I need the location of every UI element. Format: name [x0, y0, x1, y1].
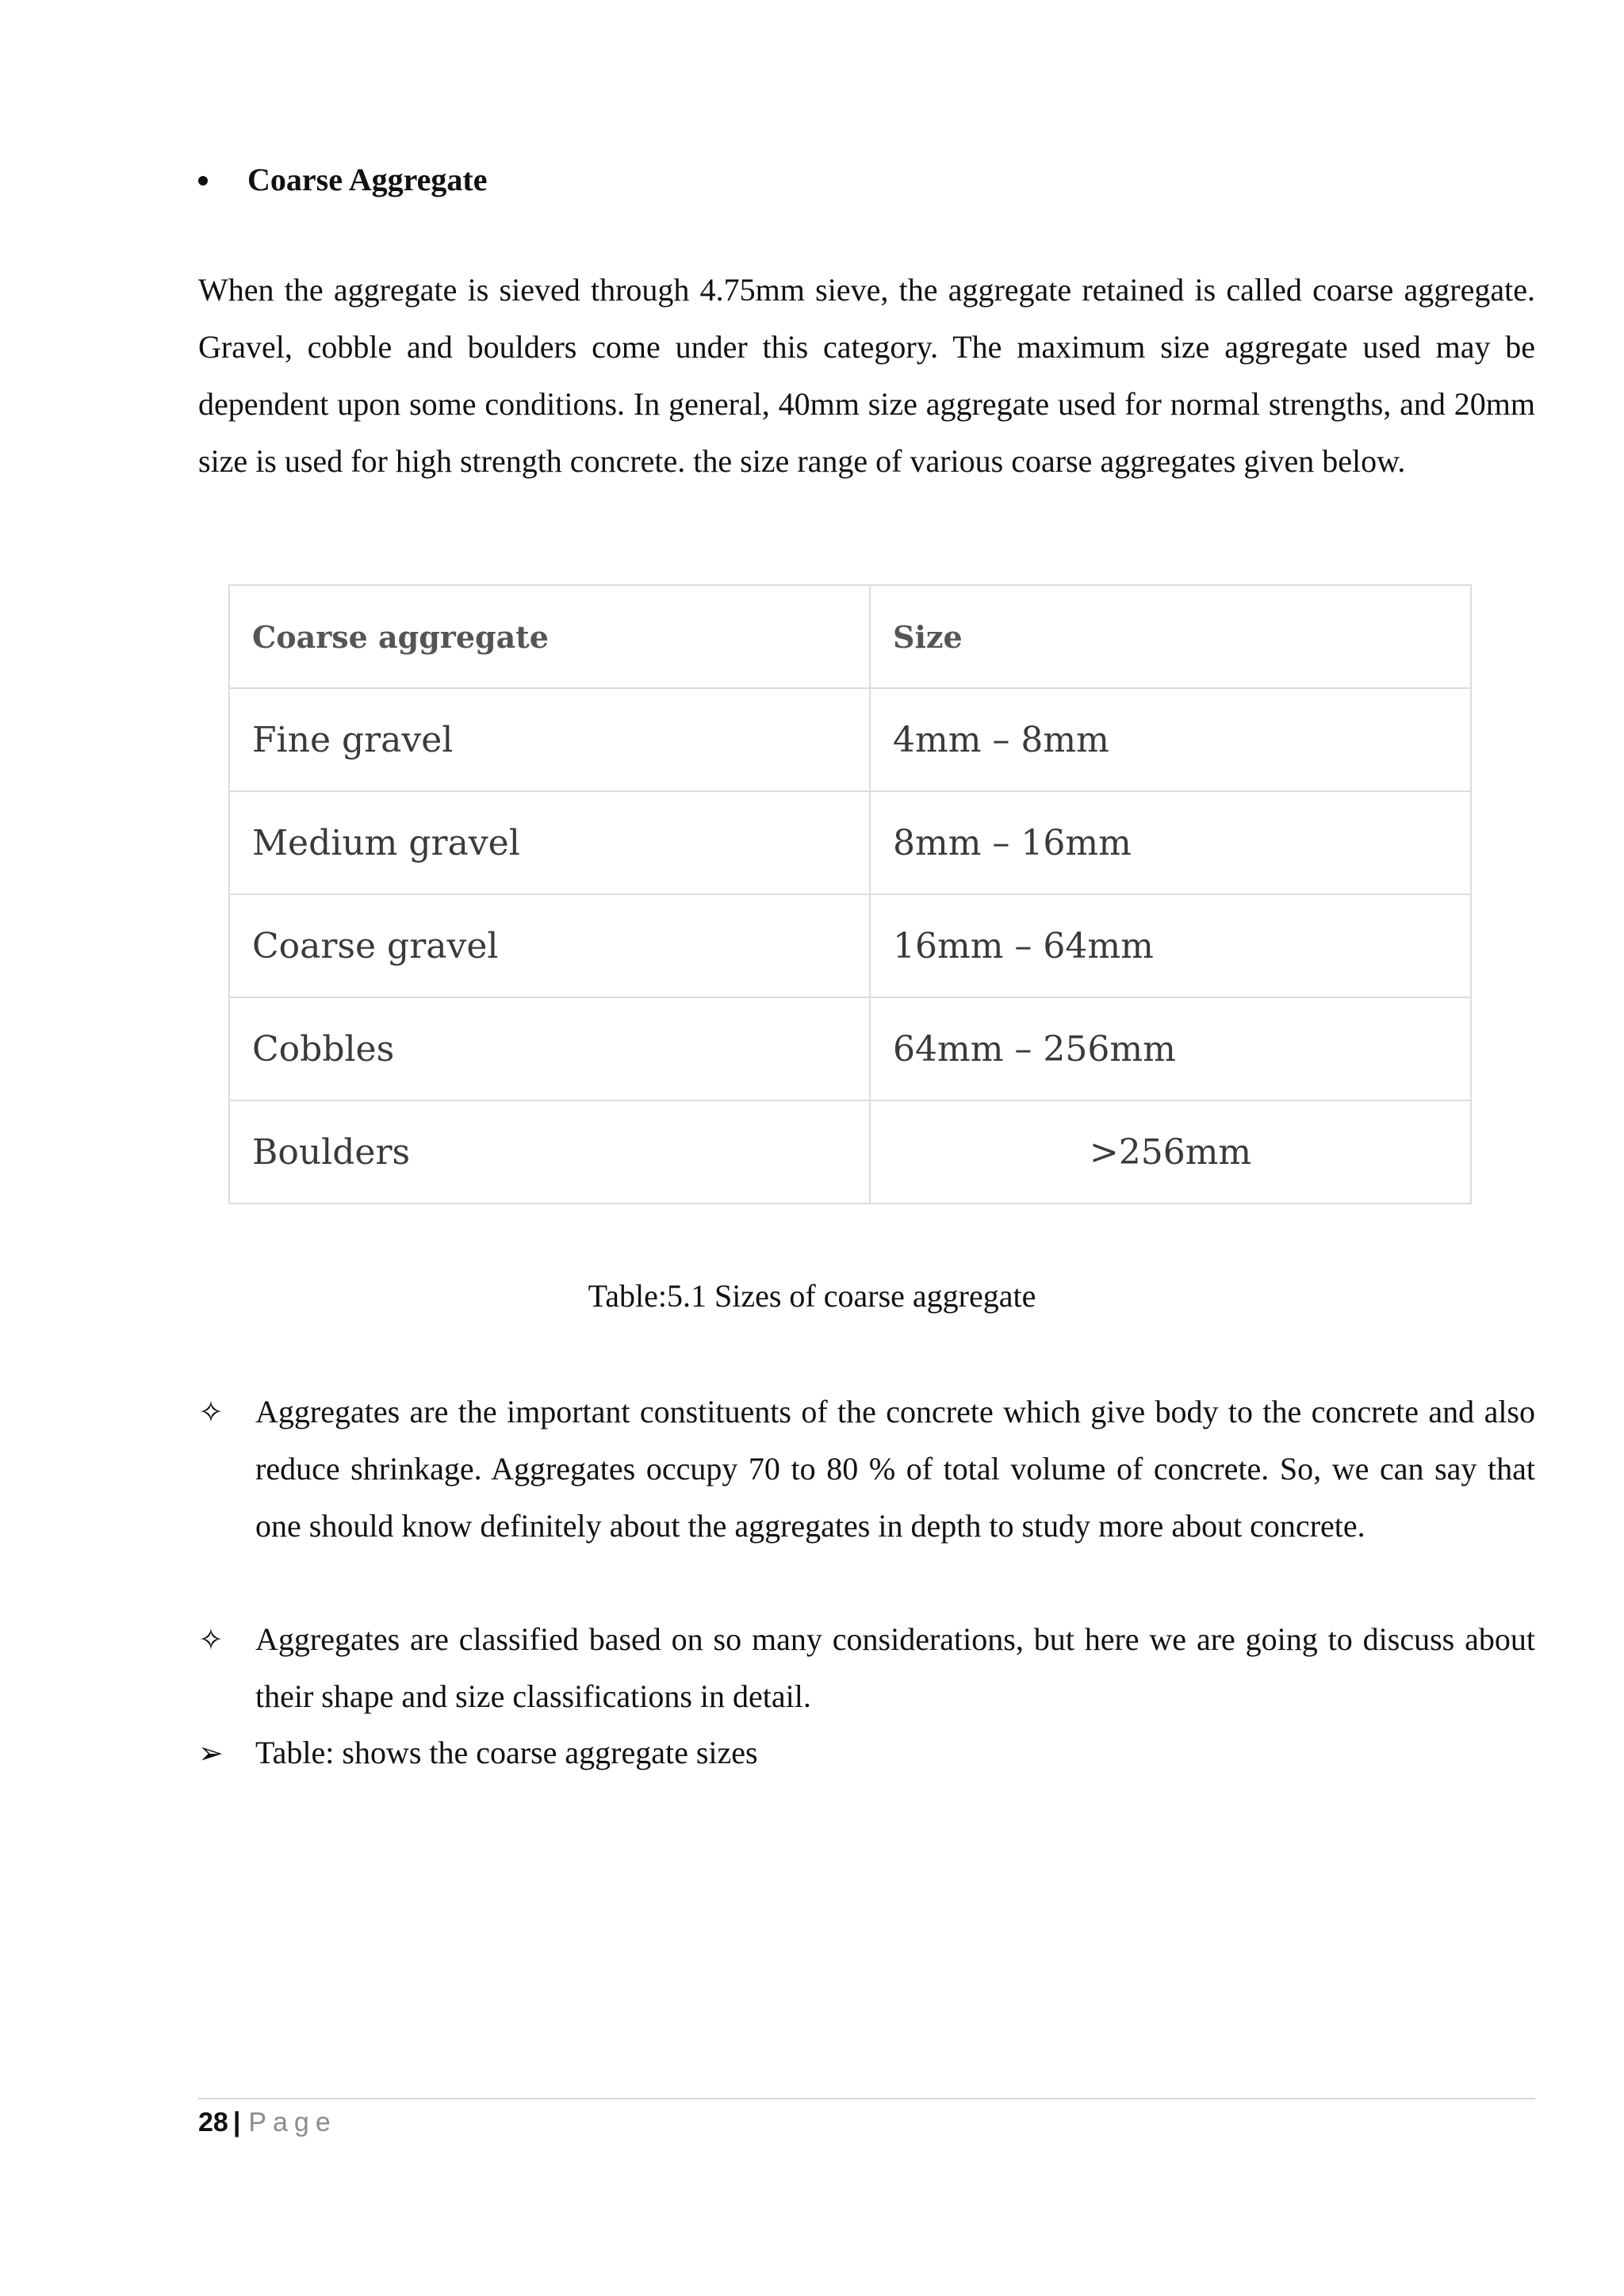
- table-cell-size: 16mm – 64mm: [870, 894, 1471, 997]
- table-row: [229, 997, 1471, 1100]
- arrow-bullet-icon: ➢: [198, 1735, 224, 1770]
- table-cell-aggregate: Cobbles: [229, 997, 870, 1100]
- bullet-text: Aggregates are the important constituents of the concrete which give body to the concrete and also reduce shrinkage. Aggregates occupy 70 to 80 % of total volume of concrete. So, we can say that one should know definitely about the aggregates in depth to study more about concrete.: [255, 1394, 1535, 1544]
- table-cell-aggregate: Medium gravel: [229, 791, 870, 894]
- page-number: 28: [198, 2107, 228, 2137]
- footer-separator: |: [232, 2107, 241, 2137]
- bullet-text: Table: shows the coarse aggregate sizes: [255, 1735, 758, 1770]
- footer-divider: [198, 2098, 1535, 2099]
- column-header-size: Size: [870, 585, 1471, 688]
- bullet-item: [198, 1611, 1535, 1725]
- bullet-item: [198, 1383, 1535, 1555]
- star-bullet-icon: ✧: [198, 1395, 224, 1429]
- table-row: [229, 1100, 1471, 1203]
- intro-paragraph: When the aggregate is sieved through 4.75mm sieve, the aggregate retained is called coarse aggregate. Gravel, cobble and boulders come under this category. The maximum size aggregate used may be dependent upon some conditions. In general, 40mm size aggregate used for normal strengths, and 20mm size is used for high strength concrete. the size range of various coarse aggregates given below.: [198, 272, 1535, 479]
- table-header-row: [229, 585, 1471, 688]
- table-row: [229, 894, 1471, 997]
- page-label: Page: [248, 2107, 337, 2137]
- table-cell-aggregate: Coarse gravel: [229, 894, 870, 997]
- bullet-text: Aggregates are classified based on so many considerations, but here we are going to discuss about their shape and size classifications in detail.: [255, 1621, 1535, 1714]
- table-row: [229, 791, 1471, 894]
- section-heading-text: Coarse Aggregate: [247, 161, 488, 197]
- table-cell-size: >256mm: [870, 1100, 1471, 1203]
- page-footer: [198, 2103, 337, 2142]
- table-row: [229, 688, 1471, 791]
- column-header-aggregate: Coarse aggregate: [229, 585, 870, 688]
- bullet-dot-icon: [198, 176, 208, 186]
- table-cell-aggregate: Boulders: [229, 1100, 870, 1203]
- star-bullet-icon: ✧: [198, 1622, 224, 1657]
- table-caption: Table:5.1 Sizes of coarse aggregate: [588, 1278, 1036, 1314]
- bullet-item: [198, 1724, 1535, 1781]
- table-cell-size: 64mm – 256mm: [870, 997, 1471, 1100]
- section-heading: [198, 155, 488, 203]
- table-cell-size: 4mm – 8mm: [870, 688, 1471, 791]
- table-cell-aggregate: Fine gravel: [229, 688, 870, 791]
- table-cell-size: 8mm – 16mm: [870, 791, 1471, 894]
- coarse-aggregate-table: [228, 584, 1472, 1204]
